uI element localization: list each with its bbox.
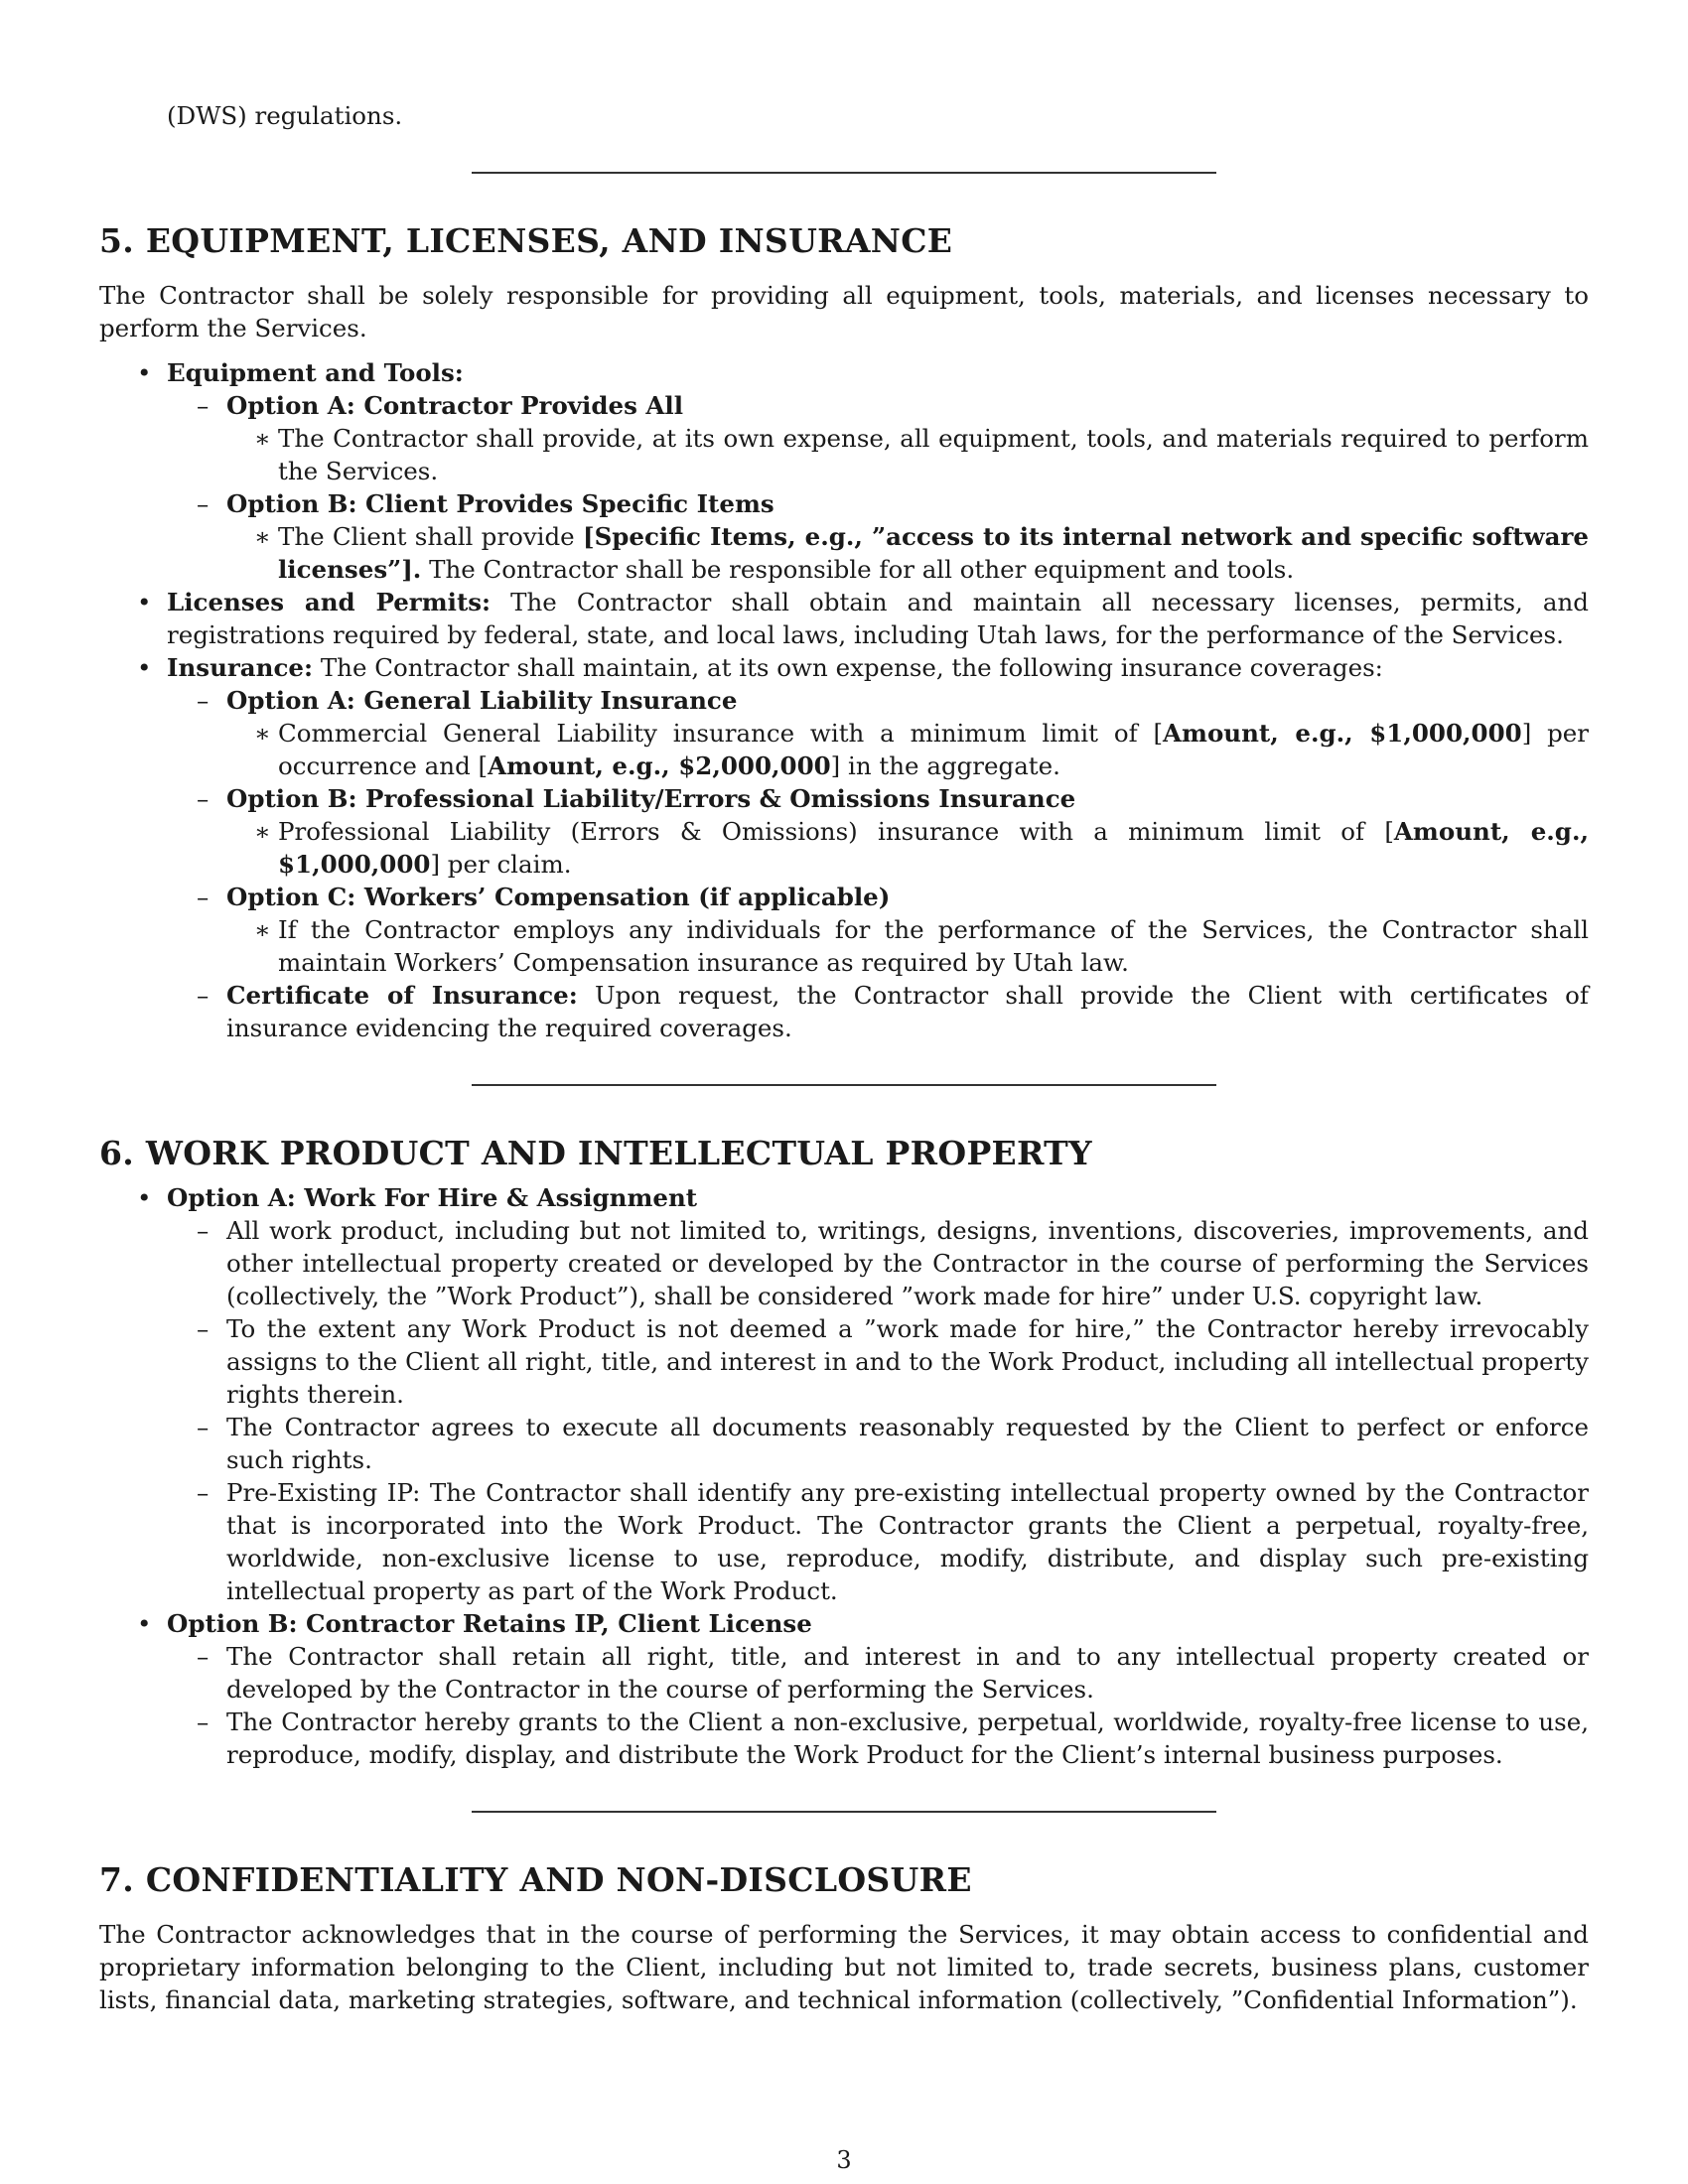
item-text: The Contractor shall obtain and maintain all necessary licenses, permits, and registrations required by federal, state, and local laws, including Utah laws, for the performance of the Services. bbox=[167, 588, 1589, 649]
list-item bbox=[167, 1411, 1589, 1476]
list-item bbox=[99, 356, 1589, 586]
section-7-heading: 7. CONFIDENTIALITY AND NON-DISCLOSURE bbox=[99, 1860, 972, 1899]
bullet-icon: • bbox=[137, 1183, 152, 1212]
dash-icon: – bbox=[197, 784, 210, 813]
section-divider bbox=[472, 1084, 1216, 1086]
item-label: Option A: Work For Hire & Assignment bbox=[167, 1183, 698, 1212]
item-text: If the Contractor employs any individuals for the performance of the Services, the Contractor shall maintain Workers’ Compensation insurance as required by Utah law. bbox=[278, 915, 1589, 977]
section-divider bbox=[472, 172, 1216, 174]
list-item bbox=[167, 1476, 1589, 1607]
list-item bbox=[226, 520, 1589, 586]
sublist bbox=[167, 1214, 1589, 1607]
item-placeholder: [Specific Items, e.g., ”access to its internal network and specific software licenses”]. bbox=[278, 522, 1589, 584]
section-divider bbox=[472, 1811, 1216, 1813]
dash-icon: – bbox=[197, 1478, 210, 1507]
dash-icon: – bbox=[197, 1216, 210, 1245]
list-item bbox=[226, 422, 1589, 487]
list-item bbox=[167, 1640, 1589, 1706]
bullet-icon: • bbox=[137, 358, 152, 387]
dash-icon: – bbox=[197, 981, 210, 1010]
sublist bbox=[226, 913, 1589, 979]
item-placeholder: Amount, e.g., $2,000,000 bbox=[488, 751, 831, 780]
sublist bbox=[167, 684, 1589, 1044]
item-label: Option A: General Liability Insurance bbox=[226, 686, 738, 715]
item-label: Insurance: bbox=[167, 653, 314, 682]
sublist bbox=[226, 520, 1589, 586]
item-text: To the extent any Work Product is not deemed a ”work made for hire,” the Contractor hereby irrevocably assigns to the Client all right, title, and interest in and to the Work Product, including all intellectual property rights therein. bbox=[226, 1314, 1589, 1409]
section-7-text: The Contractor acknowledges that in the course of performing the Services, it may obtain access to confidential and proprietary information belonging to the Client, including but not limited to, trade secrets, business plans, customer lists, financial data, marketing strategies, software, and technical information (collectively, ”Confidential Information”). bbox=[99, 1920, 1589, 2014]
list-item bbox=[167, 684, 1589, 782]
item-placeholder: Amount, e.g., $1,000,000 bbox=[278, 817, 1590, 879]
list-item bbox=[226, 815, 1589, 881]
list-item bbox=[167, 487, 1589, 586]
page-content bbox=[99, 99, 1589, 2028]
item-text: Upon request, the Contractor shall provide the Client with certificates of insurance evidencing the required coverages. bbox=[226, 981, 1589, 1042]
bullet-icon: • bbox=[137, 588, 152, 616]
dash-icon: – bbox=[197, 1413, 210, 1441]
item-placeholder: Amount, e.g., $1,000,000 bbox=[1163, 719, 1522, 748]
item-text: The Contractor hereby grants to the Client a non-exclusive, perpetual, worldwide, royalty-free license to use, reproduce, modify, display, and distribute the Work Product for the Client’s internal business purposes. bbox=[226, 1707, 1589, 1769]
bullet-icon: • bbox=[137, 1609, 152, 1638]
item-text: Professional Liability (Errors & Omissions) insurance with a minimum limit of [ bbox=[278, 817, 1394, 846]
sublist bbox=[167, 389, 1589, 586]
list-item bbox=[167, 389, 1589, 487]
dash-icon: – bbox=[197, 1707, 210, 1736]
item-text: The Contractor shall provide, at its own expense, all equipment, tools, and materials required to perform the Services. bbox=[278, 424, 1589, 485]
list-item bbox=[99, 651, 1589, 1044]
item-text: The Contractor agrees to execute all documents reasonably requested by the Client to perfect or enforce such rights. bbox=[226, 1413, 1589, 1474]
item-label: Option B: Client Provides Specific Items bbox=[226, 489, 774, 518]
item-label: Option C: Workers’ Compensation (if applicable) bbox=[226, 883, 891, 911]
item-text: The Contractor shall maintain, at its own expense, the following insurance coverages: bbox=[313, 653, 1383, 682]
item-label: Equipment and Tools: bbox=[167, 358, 464, 387]
asterisk-icon: ∗ bbox=[254, 424, 271, 453]
section-5-heading: 5. EQUIPMENT, LICENSES, AND INSURANCE bbox=[99, 221, 953, 260]
list-item bbox=[99, 1181, 1589, 1607]
item-text: All work product, including but not limited to, writings, designs, inventions, discoveries, improvements, and other intellectual property created or developed by the Contractor in the course of performing the Services (collectively, the ”Work Product”), shall be considered ”work made for hire” under U.S. copyright law. bbox=[226, 1216, 1589, 1310]
section-6 bbox=[99, 1134, 1589, 1771]
sublist bbox=[226, 717, 1589, 782]
section-6-heading: 6. WORK PRODUCT AND INTELLECTUAL PROPERTY bbox=[99, 1134, 1092, 1172]
item-text: The Contractor shall be responsible for all other equipment and tools. bbox=[421, 555, 1295, 584]
item-text: Commercial General Liability insurance with a minimum limit of [ bbox=[278, 719, 1164, 748]
list-item bbox=[167, 1214, 1589, 1312]
list-item bbox=[99, 1607, 1589, 1771]
item-label: Certificate of Insurance: bbox=[226, 981, 578, 1010]
item-label: Licenses and Permits: bbox=[167, 588, 492, 616]
section-7 bbox=[99, 1860, 1589, 2016]
sublist bbox=[167, 1640, 1589, 1771]
list-item bbox=[167, 1312, 1589, 1411]
item-label: Option A: Contractor Provides All bbox=[226, 391, 684, 420]
carryover-text: (DWS) regulations. bbox=[167, 101, 403, 130]
item-text: ] in the aggregate. bbox=[830, 751, 1060, 780]
list-item bbox=[167, 979, 1589, 1044]
item-text: The Client shall provide bbox=[278, 522, 583, 551]
dash-icon: – bbox=[197, 1642, 210, 1671]
dash-icon: – bbox=[197, 883, 210, 911]
section-5-intro: The Contractor shall be solely responsible for providing all equipment, tools, materials, and licenses necessary to perform the Services. bbox=[99, 281, 1589, 342]
dash-icon: – bbox=[197, 686, 210, 715]
sublist bbox=[226, 815, 1589, 881]
asterisk-icon: ∗ bbox=[254, 719, 271, 748]
section-5-list bbox=[99, 356, 1589, 1044]
bullet-icon: • bbox=[137, 653, 152, 682]
list-item bbox=[167, 1706, 1589, 1771]
item-text: ] per occurrence and [ bbox=[278, 719, 1589, 780]
asterisk-icon: ∗ bbox=[254, 817, 271, 846]
item-label: Option B: Professional Liability/Errors & Omissions Insurance bbox=[226, 784, 1076, 813]
item-text: Pre-Existing IP: The Contractor shall identify any pre-existing intellectual property owned by the Contractor that is incorporated into the Work Product. The Contractor grants the Client a perpetual, royalty-free, worldwide, non-exclusive license to use, reproduce, modify, distribute, and display such pre-existing intellectual property as part of the Work Product. bbox=[226, 1478, 1589, 1605]
item-text: The Contractor shall retain all right, title, and interest in and to any intellectual property created or developed by the Contractor in the course of performing the Services. bbox=[226, 1642, 1589, 1704]
sublist bbox=[226, 422, 1589, 487]
section-6-list bbox=[99, 1181, 1589, 1771]
section-5 bbox=[99, 221, 1589, 1044]
list-item bbox=[226, 913, 1589, 979]
list-item bbox=[167, 881, 1589, 979]
asterisk-icon: ∗ bbox=[254, 915, 271, 944]
asterisk-icon: ∗ bbox=[254, 522, 271, 551]
dash-icon: – bbox=[197, 391, 210, 420]
dash-icon: – bbox=[197, 489, 210, 518]
list-item bbox=[226, 717, 1589, 782]
page-number: 3 bbox=[836, 2146, 852, 2174]
item-label: Option B: Contractor Retains IP, Client License bbox=[167, 1609, 812, 1638]
list-item bbox=[167, 782, 1589, 881]
list-item bbox=[99, 586, 1589, 651]
item-text: ] per claim. bbox=[430, 850, 572, 879]
dash-icon: – bbox=[197, 1314, 210, 1343]
